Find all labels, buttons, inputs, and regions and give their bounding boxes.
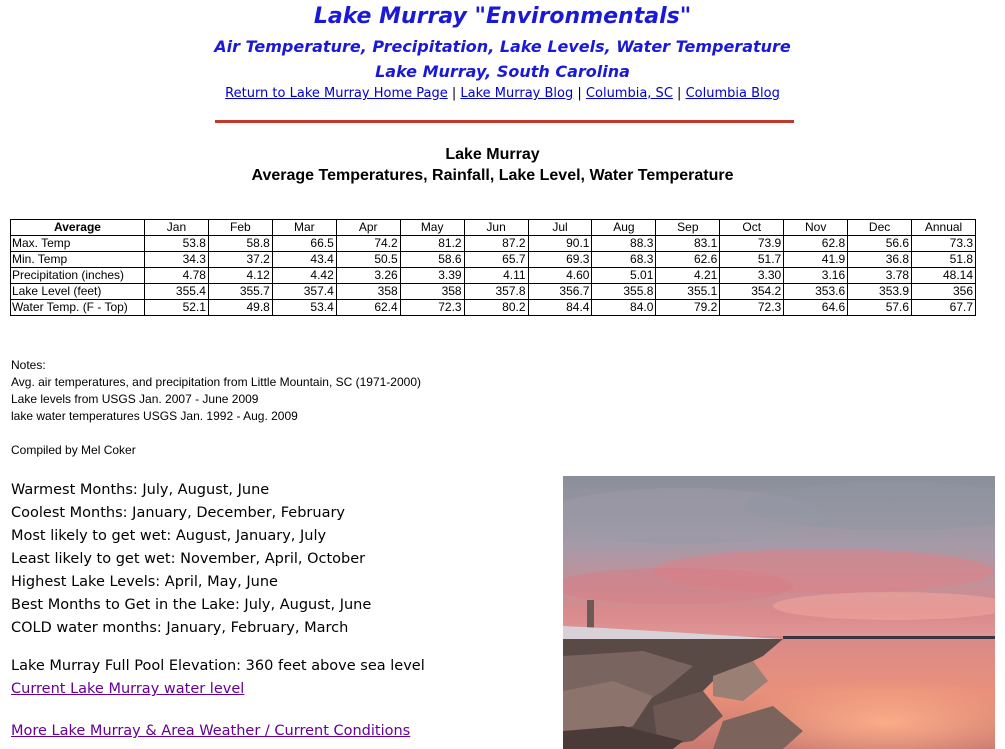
table-cell: 355.1	[656, 284, 720, 300]
notes-spacer	[11, 425, 421, 442]
table-cell: 357.8	[464, 284, 528, 300]
column-header: Jun	[464, 220, 528, 236]
table-cell: 3.16	[784, 268, 848, 284]
notes-label: Notes:	[11, 358, 46, 372]
table-cell: 358	[400, 284, 464, 300]
table-cell: 79.2	[656, 300, 720, 316]
row-label: Max. Temp	[11, 236, 145, 252]
fact-item: Most likely to get wet: August, January, July	[11, 528, 327, 544]
table-cell: 51.7	[720, 252, 784, 268]
table-cell: 74.2	[336, 236, 400, 252]
nav-separator: |	[677, 86, 682, 101]
fact-item: Least likely to get wet: November, April, October	[11, 551, 366, 567]
table-cell: 353.6	[784, 284, 848, 300]
column-header: Mar	[272, 220, 336, 236]
notes-line: Avg. air temperatures, and precipitation from Little Mountain, SC (1971-2000)	[11, 375, 421, 389]
column-header: Feb	[208, 220, 272, 236]
table-cell: 41.9	[784, 252, 848, 268]
column-header: Jan	[145, 220, 209, 236]
table-cell: 58.6	[400, 252, 464, 268]
table-cell: 3.78	[848, 268, 912, 284]
current-water-level-link[interactable]: Current Lake Murray water level	[11, 681, 245, 697]
table-cell: 4.12	[208, 268, 272, 284]
compiled-by: Compiled by Mel Coker	[11, 443, 136, 457]
section-subtitle: Average Temperatures, Rainfall, Lake Level, Water Temperature	[251, 167, 734, 184]
table-cell: 51.8	[912, 252, 976, 268]
page-location: Lake Murray, South Carolina	[375, 62, 630, 81]
notes-block	[11, 357, 421, 459]
table-cell: 62.6	[656, 252, 720, 268]
table-cell: 87.2	[464, 236, 528, 252]
table-cell: 72.3	[720, 300, 784, 316]
table-row	[11, 300, 976, 316]
column-header: Jul	[528, 220, 592, 236]
nav-links	[0, 86, 1005, 101]
table-cell: 81.2	[400, 236, 464, 252]
row-label: Water Temp. (F - Top)	[11, 300, 145, 316]
column-header: Average	[11, 220, 145, 236]
table-cell: 64.6	[784, 300, 848, 316]
table-cell: 37.2	[208, 252, 272, 268]
table-cell: 65.7	[464, 252, 528, 268]
table-cell: 72.3	[400, 300, 464, 316]
columbia-sc-link[interactable]: Columbia, SC	[585, 86, 673, 101]
table-cell: 90.1	[528, 236, 592, 252]
table-cell: 3.39	[400, 268, 464, 284]
table-row	[11, 268, 976, 284]
table-cell: 49.8	[208, 300, 272, 316]
column-header: Sep	[656, 220, 720, 236]
table-cell: 73.3	[912, 236, 976, 252]
header-divider	[215, 120, 794, 123]
table-cell: 88.3	[592, 236, 656, 252]
table-cell: 353.9	[848, 284, 912, 300]
table-cell: 4.42	[272, 268, 336, 284]
table-cell: 4.11	[464, 268, 528, 284]
table-cell: 68.3	[592, 252, 656, 268]
table-cell: 5.01	[592, 268, 656, 284]
table-cell: 354.2	[720, 284, 784, 300]
table-cell: 358	[336, 284, 400, 300]
table-cell: 50.5	[336, 252, 400, 268]
notes-line: lake water temperatures USGS Jan. 1992 - Aug. 2009	[11, 409, 298, 423]
table-cell: 57.6	[848, 300, 912, 316]
page-subtitle: Air Temperature, Precipitation, Lake Levels, Water Temperature	[214, 37, 791, 56]
table-header-row	[11, 220, 976, 236]
table-cell: 62.4	[336, 300, 400, 316]
averages-table	[10, 219, 976, 316]
table-cell: 83.1	[656, 236, 720, 252]
fact-item: Coolest Months: January, December, February	[11, 505, 346, 521]
table-cell: 3.30	[720, 268, 784, 284]
row-label: Lake Level (feet)	[11, 284, 145, 300]
table-cell: 56.6	[848, 236, 912, 252]
notes-line: Lake levels from USGS Jan. 2007 - June 2009	[11, 392, 259, 406]
nav-separator: |	[577, 86, 582, 101]
table-cell: 52.1	[145, 300, 209, 316]
table-cell: 356	[912, 284, 976, 300]
table-row	[11, 252, 976, 268]
fact-item: COLD water months: January, February, March	[11, 620, 349, 636]
full-pool-elevation: Lake Murray Full Pool Elevation: 360 feet above sea level	[11, 658, 425, 674]
lake-murray-blog-link[interactable]: Lake Murray Blog	[460, 86, 574, 101]
table-cell: 53.4	[272, 300, 336, 316]
fact-item: Warmest Months: July, August, June	[11, 482, 270, 498]
table-cell: 58.8	[208, 236, 272, 252]
section-title: Lake Murray	[445, 146, 540, 163]
table-cell: 84.4	[528, 300, 592, 316]
table-cell: 36.8	[848, 252, 912, 268]
fact-item: Best Months to Get in the Lake: July, August, June	[11, 597, 372, 613]
table-row	[11, 284, 976, 300]
table-cell: 355.4	[145, 284, 209, 300]
column-header: Aug	[592, 220, 656, 236]
table-cell: 53.8	[145, 236, 209, 252]
table-cell: 4.60	[528, 268, 592, 284]
table-cell: 80.2	[464, 300, 528, 316]
page-title: Lake Murray "Environmentals"	[313, 4, 692, 29]
table-cell: 62.8	[784, 236, 848, 252]
table-cell: 355.8	[592, 284, 656, 300]
table-cell: 3.26	[336, 268, 400, 284]
table-cell: 73.9	[720, 236, 784, 252]
nav-separator: |	[451, 86, 457, 101]
fact-item: Highest Lake Levels: April, May, June	[11, 574, 278, 590]
column-header: May	[400, 220, 464, 236]
table-cell: 84.0	[592, 300, 656, 316]
facts-list	[11, 479, 371, 640]
column-header: Oct	[720, 220, 784, 236]
table-cell: 69.3	[528, 252, 592, 268]
table-cell: 357.4	[272, 284, 336, 300]
table-cell: 4.21	[656, 268, 720, 284]
table-cell: 355.7	[208, 284, 272, 300]
column-header: Apr	[336, 220, 400, 236]
column-header: Dec	[848, 220, 912, 236]
table-cell: 356.7	[528, 284, 592, 300]
table-cell: 43.4	[272, 252, 336, 268]
home-page-link[interactable]: Return to Lake Murray Home Page	[225, 86, 448, 101]
table-cell: 67.7	[912, 300, 976, 316]
columbia-blog-link[interactable]: Columbia Blog	[685, 86, 780, 101]
table-cell: 66.5	[272, 236, 336, 252]
table-cell: 48.14	[912, 268, 976, 284]
table-row	[11, 236, 976, 252]
sunset-lake-photo	[563, 476, 995, 749]
area-weather-link[interactable]: More Lake Murray & Area Weather / Current Conditions	[11, 723, 411, 739]
table-cell: 34.3	[145, 252, 209, 268]
table-cell: 4.78	[145, 268, 209, 284]
column-header: Annual	[912, 220, 976, 236]
table-body	[11, 236, 976, 316]
row-label: Precipitation (inches)	[11, 268, 145, 284]
column-header: Nov	[784, 220, 848, 236]
row-label: Min. Temp	[11, 252, 145, 268]
